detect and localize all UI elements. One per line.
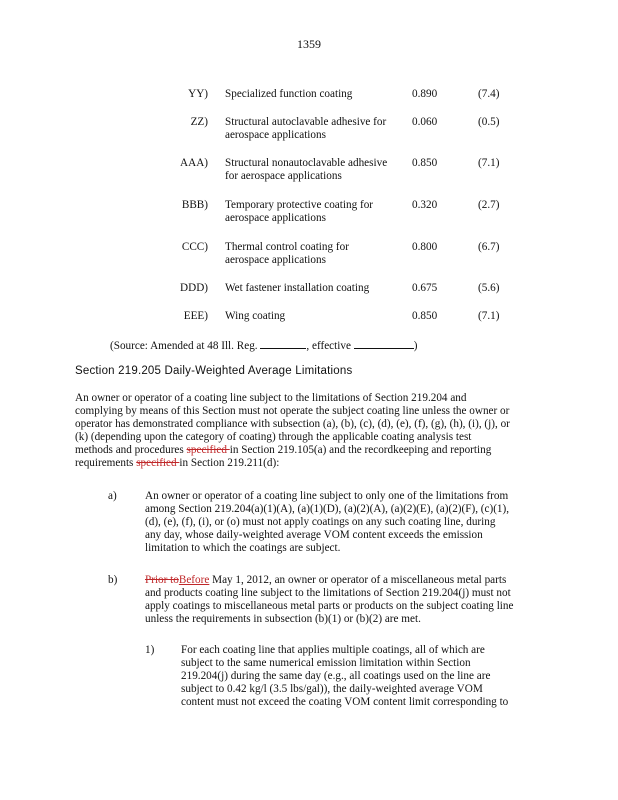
row-value: 0.675	[412, 282, 438, 294]
row-description: Structural autoclavable adhesive for aerospace applications	[225, 116, 387, 141]
section-heading: Section 219.205 Daily-Weighted Average Limitations	[75, 365, 353, 377]
row-description: Thermal control coating for aerospace applications	[225, 241, 349, 266]
row-value: 0.060	[412, 116, 438, 128]
row-label: EEE)	[183, 310, 208, 322]
row-description: Wet fastener installation coating	[225, 282, 370, 294]
blank-line	[354, 338, 414, 349]
item-b-label: b)	[108, 574, 118, 586]
row-value: 0.850	[412, 157, 438, 169]
deleted-text: specified	[136, 457, 180, 469]
row-conversion: (7.1)	[478, 157, 500, 169]
item-b1-label: 1)	[145, 644, 155, 656]
row-value: 0.890	[412, 88, 438, 100]
row-conversion: (5.6)	[478, 282, 500, 294]
page-number: 1359	[297, 37, 321, 51]
row-description: Wing coating	[225, 310, 286, 322]
row-label: YY)	[188, 88, 208, 100]
row-label: BBB)	[181, 199, 208, 211]
deleted-text: Prior to	[145, 574, 179, 586]
row-value: 0.850	[412, 310, 438, 322]
item-a-label: a)	[108, 490, 117, 502]
row-value: 0.800	[412, 241, 438, 253]
row-conversion: (7.4)	[478, 88, 500, 100]
row-conversion: (6.7)	[478, 241, 500, 253]
row-label: AAA)	[180, 157, 208, 169]
item-b1-text: For each coating line that applies multiple coatings, all of which are subject to the same numerical emission limitation within Section 219.204(j) during the same day (e.g., all coatings used on the line are subject to 0.42 kg/l (3.5 lbs/gal)), the daily-weighted average VOM content must not exceed the coating VOM content limit corresponding to	[181, 644, 509, 708]
row-conversion: (7.1)	[478, 310, 500, 322]
item-a-text: An owner or operator of a coating line subject to only one of the limitations from among Section 219.204(a)(1)(A), (a)(1)(D), (a)(2)(A), (a)(2)(E), (a)(2)(F), (c)(1), (d), (e), (f), (i), or (o) must not apply coatings on any such coating line, during any day, whose daily-weighted average VOM content exceeds the emission limitation to which the coatings are subject.	[145, 490, 510, 554]
blank-line	[260, 338, 306, 349]
row-label: DDD)	[180, 282, 208, 294]
row-conversion: (0.5)	[478, 116, 500, 128]
row-label: CCC)	[181, 241, 208, 253]
row-value: 0.320	[412, 199, 438, 211]
row-description: Structural nonautoclavable adhesive for aerospace applications	[225, 157, 388, 182]
source-note: (Source: Amended at 48 Ill. Reg. , effective )	[110, 340, 418, 352]
item-b-text: Prior toBefore May 1, 2012, an owner or operator of a miscellaneous metal parts and products coating line subject to the limitations of Section 219.204(j) must not apply coatings to miscellaneous metal parts or products on the subject coating line unless the requirements in subsection (b)(1) or (b)(2) are met.	[145, 574, 514, 625]
deleted-text: specified	[186, 444, 230, 456]
row-description: Temporary protective coating for aerospace applications	[225, 199, 374, 224]
row-conversion: (2.7)	[478, 199, 500, 211]
intro-paragraph: An owner or operator of a coating line subject to the limitations of Section 219.204 and complying by means of this Section must not operate the subject coating line unless the owner or operator has demonstrated compliance with subsection (a), (b), (c), (d), (e), (f), (g), (h), (i), (j), or (k) (depending upon the category of coating) through the applicable coating analysis test methods and procedures specified in Section 219.105(a) and the recordkeeping and reporting requirements specified in Section 219.211(d):	[75, 392, 510, 469]
row-label: ZZ)	[190, 116, 208, 128]
row-description: Specialized function coating	[225, 88, 353, 100]
inserted-text: Before	[178, 574, 210, 586]
